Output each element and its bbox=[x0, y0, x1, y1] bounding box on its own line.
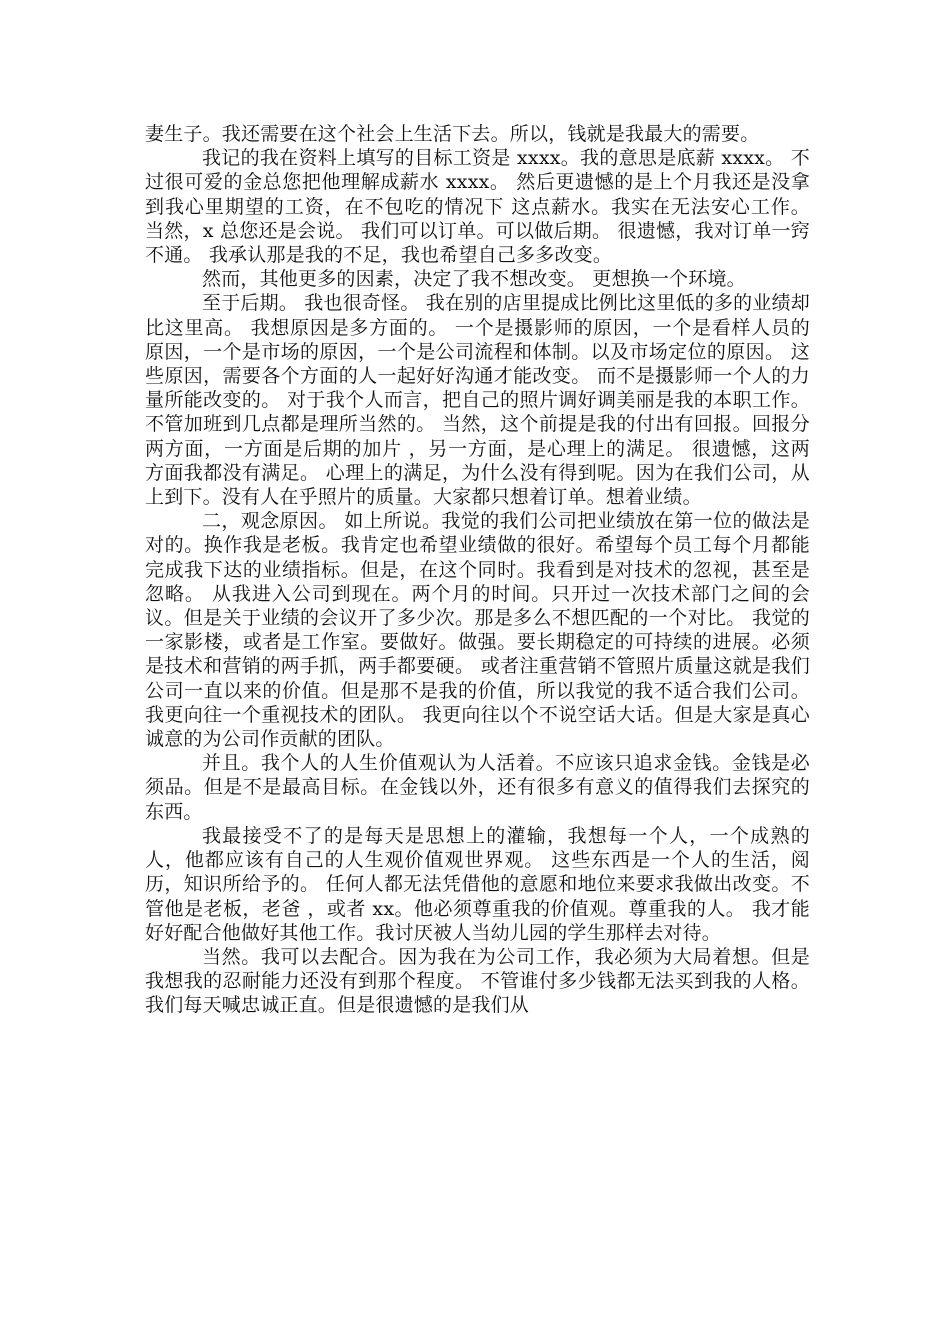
paragraph-4: 至于后期。 我也很奇怪。 我在别的店里提成比例比这里低的多的业绩却比这里高。 我想原因是多方面的。 一个是摄影师的原因，一个是看样人员的原因，一个是市场的原因，一个是公司流程和体制。以及市场定位的原因。 这些原因，需要各个方面的人一起好好沟通才能改变。 而不是摄影师一个人的力量所能改变的。 对于我个人而言，把自己的照片调好调美丽是我的本职工作。不管加班到几点都是理所当然的。 当然，这个前提是我的付出有回报。回报分两方面，一方面是后期的加片 ，另一方面，是心理上的满足。 很遗憾，这两方面我都没有满足。 心理上的满足，为什么没有得到呢。因为在我们公司，从上到下。没有人在乎照片的质量。大家都只想着订单。想着业绩。 bbox=[145, 292, 810, 509]
paragraph-6: 并且。我个人的人生价值观认为人活着。不应该只追求金钱。金钱是必须品。但是不是最高目标。在金钱以外，还有很多有意义的值得我们去探究的东西。 bbox=[145, 752, 810, 823]
paragraph-2: 我记的我在资料上填写的目标工资是 xxxx。我的意思是底薪 xxxx。 不过很可爱的金总您把他理解成薪水 xxxx。 然后更遗憾的是上个月我还是没拿到我心里期望的工资，在不包吃的情况下 这点薪水。我实在无法安心工作。 当然，x 总您还是会说。 我们可以订单。可以做后期。 很遗憾，我对订单一窍不通。 我承认那是我的不足，我也希望自己多多改变。 bbox=[145, 147, 810, 267]
paragraph-5: 二，观念原因。 如上所说。我觉的我们公司把业绩放在第一位的做法是对的。换作我是老板。我肯定也希望业绩做的很好。希望每个员工每个月都能完成我下达的业绩指标。但是，在这个同时。我看到是对技术的忽视，甚至是忽略。 从我进入公司到现在。两个月的时间。只开过一次技术部门之间的会议。但是关于业绩的会议开了多少次。那是多么不想匹配的一个对比。 我觉的一家影楼，或者是工作室。要做好。做强。要长期稳定的可持续的进展。必须是技术和营销的两手抓，两手都要硬。 或者注重营销不管照片质量这就是我们公司一直以来的价值。但是那不是我的价值，所以我觉的我不适合我们公司。 我更向往一个重视技术的团队。 我更向往以个不说空话大话。但是大家是真心诚意的为公司作贡献的团队。 bbox=[145, 510, 810, 751]
paragraph-1: 妻生子。我还需要在这个社会上生活下去。所以，钱就是我最大的需要。 bbox=[145, 123, 760, 145]
paragraph-7: 我最接受不了的是每天是思想上的灌输，我想每一个人，一个成熟的人，他都应该有自己的人生观价值观世界观。 这些东西是一个人的生活，阅历，知识所给予的。 任何人都无法凭借他的意愿和地位来要求我做出改变。不管他是老板，老爸 ，或者 xx。他必须尊重我的价值观。尊重我的人。 我才能好好配合他做好其他工作。我讨厌被人当幼儿园的学生那样去对待。 bbox=[145, 824, 810, 944]
paragraph-8: 当然。我可以去配合。因为我在为公司工作，我必须为大局着想。但是我想我的忍耐能力还没有到那个程度。 不管谁付多少钱都无法买到我的人格。 我们每天喊忠诚正直。但是很遗憾的是我们从 bbox=[145, 945, 810, 1017]
document-body bbox=[145, 122, 810, 1018]
paragraph-3: 然而，其他更多的因素，决定了我不想改变。 更想换一个环境。 bbox=[202, 268, 746, 291]
